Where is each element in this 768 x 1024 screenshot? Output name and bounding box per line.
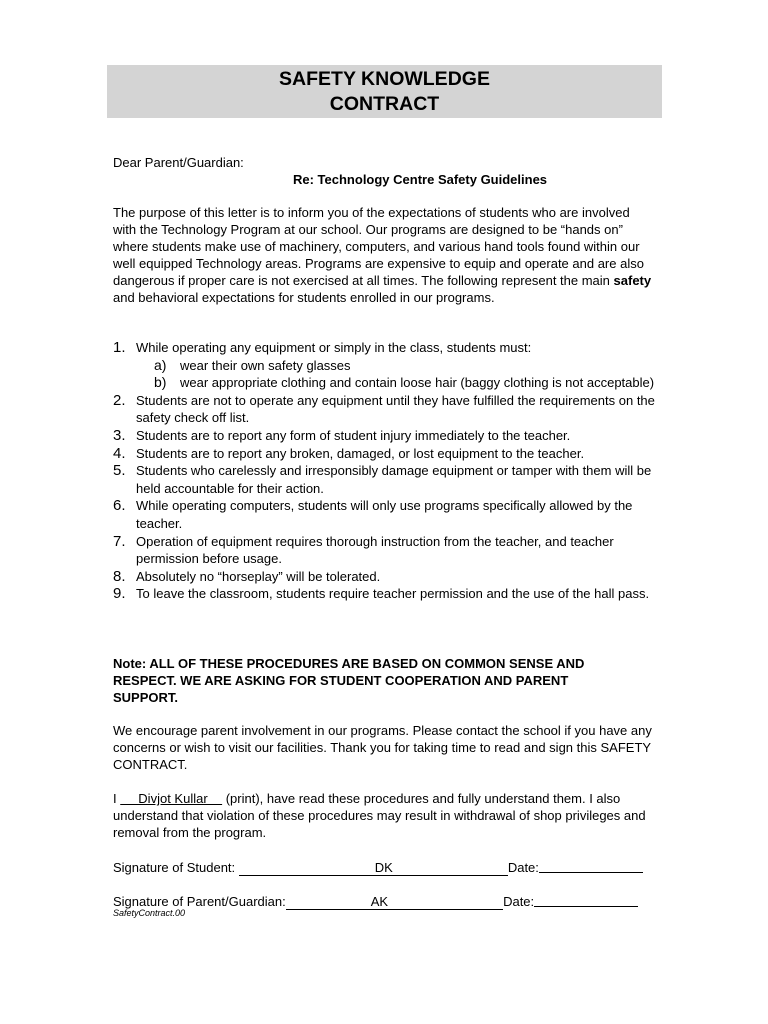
rule-text: While operating computers, students will only use programs specifically allowed by the teacher.	[136, 498, 633, 531]
rule-text: Students are to report any form of student injury immediately to the teacher.	[136, 427, 571, 443]
rule-subitem	[113, 357, 658, 375]
parent-signature-value: AK	[370, 894, 389, 909]
rule-item	[113, 392, 658, 427]
footer-doc-code: SafetyContract.00	[113, 908, 186, 918]
rule-item	[113, 339, 658, 357]
rule-number: 8.	[113, 567, 126, 585]
ack-suffix: (print), have read these procedures and fully understand them. I also understand that violation of these procedures may result in withdrawal of shop privileges and removal from the program.	[113, 791, 646, 840]
ack-prefix: I	[113, 791, 121, 806]
rule-number: 3.	[113, 426, 126, 444]
rule-item	[113, 568, 658, 586]
rules-list	[113, 339, 658, 603]
rule-item	[113, 445, 658, 463]
parent-signature-field[interactable]	[286, 895, 503, 910]
rule-number: 7.	[113, 532, 126, 550]
printed-name-field[interactable]: Divjot Kullar	[120, 791, 223, 806]
title-line-2: CONTRACT	[329, 93, 440, 115]
student-signature-row	[113, 857, 643, 876]
salutation: Dear Parent/Guardian:	[113, 155, 244, 170]
acknowledgement-paragraph	[113, 790, 658, 841]
rule-number: 1.	[113, 339, 126, 356]
rule-number: 4.	[113, 444, 126, 462]
rule-item	[113, 462, 658, 497]
student-signature-value: DK	[374, 860, 393, 875]
subject-line: Re: Technology Centre Safety Guidelines	[293, 172, 548, 187]
rule-number: 6.	[113, 497, 126, 515]
student-signature-label: Signature of Student:	[113, 860, 239, 875]
rule-item	[113, 533, 658, 568]
rule-text: Operation of equipment requires thorough instruction from the teacher, and teacher permission before usage.	[136, 533, 614, 567]
subitem-text: wear their own safety glasses	[180, 357, 351, 373]
rule-number: 2.	[113, 391, 126, 409]
rule-text: Students are not to operate any equipment until they have fulfilled the requirements on the safety check off list.	[136, 392, 655, 426]
intro-text-1: The purpose of this letter is to inform you of the expectations of students who are involved with the Technology Program at our school. Our programs are designed to be “hands on” where students make use of machinery, computers, and various hand tools found within our well equipped Technology areas. Programs are expensive to equip and operate and are also dangerous if proper care is not exercised at all times. The following represent the main	[113, 205, 644, 288]
parent-date-label: Date:	[503, 894, 535, 909]
intro-paragraph	[113, 204, 653, 306]
rule-text: Students who carelessly and irresponsibly damage equipment or tamper with them will be held accountable for their action.	[136, 463, 652, 496]
rule-number: 9.	[113, 585, 126, 603]
rule-text: Students are to report any broken, damaged, or lost equipment to the teacher.	[136, 445, 585, 461]
subitem-letter: b)	[154, 374, 167, 391]
rule-text: While operating any equipment or simply in the class, students must:	[136, 340, 532, 355]
parent-signature-row	[113, 891, 638, 910]
student-date-label: Date:	[507, 860, 539, 875]
rule-item	[113, 585, 658, 603]
rule-item	[113, 427, 658, 445]
rule-subitem	[113, 374, 658, 392]
note-paragraph: Note: ALL OF THESE PROCEDURES ARE BASED ON COMMON SENSE AND RESPECT. WE ARE ASKING FOR STUDENT COOPERATION AND PARENT SUPPORT.	[113, 656, 585, 705]
student-date-field[interactable]	[539, 858, 643, 873]
title-banner	[107, 65, 662, 118]
encourage-paragraph: We encourage parent involvement in our programs. Please contact the school if you have any concerns or wish to visit our facilities. Thank you for taking time to read and sign this SAFETY CONTRACT.	[113, 723, 652, 772]
parent-date-field[interactable]	[534, 892, 638, 907]
rule-item	[113, 497, 658, 532]
student-signature-field[interactable]	[239, 861, 508, 876]
subitem-text: wear appropriate clothing and contain loose hair (baggy clothing is not acceptable)	[180, 375, 655, 391]
parent-signature-label: Signature of Parent/Guardian:	[113, 894, 286, 909]
intro-text-2: and behavioral expectations for students enrolled in our programs.	[113, 290, 495, 305]
title-line-1: SAFETY KNOWLEDGE	[279, 68, 490, 90]
subitem-letter: a)	[154, 356, 167, 373]
intro-bold-word: safety	[613, 273, 652, 288]
rule-number: 5.	[113, 462, 126, 480]
rule-text: To leave the classroom, students require teacher permission and the use of the hall pass.	[136, 586, 650, 602]
rule-text: Absolutely no “horseplay” will be tolerated.	[136, 568, 381, 584]
